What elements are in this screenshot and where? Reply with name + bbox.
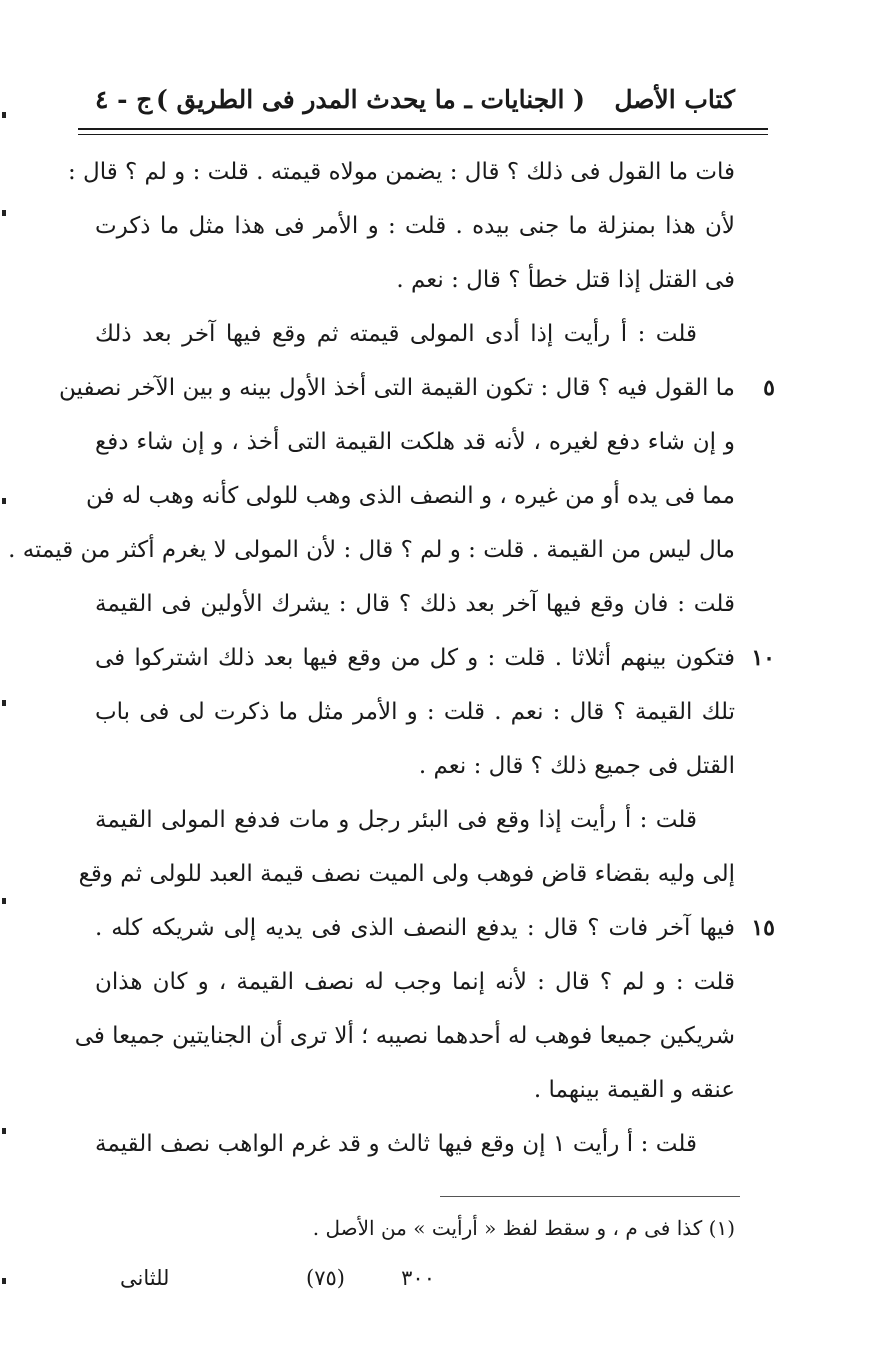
scan-margin-mark [2,700,6,706]
text-line [95,199,735,253]
text-line [95,1117,735,1171]
text-line-content: القتل فى جميع ذلك ؟ قال : نعم . [418,753,735,779]
footnote-rule [440,1196,740,1197]
text-line-content: و إن شاء دفع لغيره ، لأنه قد هلكت القيمة التى أخذ ، و إن شاء دفع [95,429,735,455]
text-line [95,577,735,631]
text-line [95,793,735,847]
text-line [95,739,735,793]
text-line-content: ما القول فيه ؟ قال : تكون القيمة التى أخذ الأول بينه و بين الآخر نصفين [59,375,735,401]
text-line-content: شريكين جميعا فوهب له أحدهما نصيبه ؛ ألا ترى أن الجنايتين جميعا فى [74,1023,735,1049]
scan-margin-mark [2,1278,6,1284]
text-line [95,901,775,955]
text-line-content: مال ليس من القيمة . قلت : و لم ؟ قال : لأن المولى لا يغرم أكثر من قيمته . [8,537,735,563]
text-line-content: إلى وليه بقضاء قاض فوهب ولى الميت نصف قيمة العبد للولى ثم وقع [78,861,735,887]
signature-label: للثانى [120,1266,170,1290]
text-line [95,253,735,307]
text-line [95,1063,735,1117]
scan-margin-mark [2,112,6,118]
text-line-content: قلت : أ رأيت ١ إن وقع فيها ثالث و قد غرم الواهب نصف القيمة [95,1131,697,1157]
text-line [86,469,735,523]
text-line-content: مما فى يده أو من غيره ، و النصف الذى وهب للولى كأنه وهب له فن [86,483,735,509]
header-rule-thick [78,128,768,130]
text-line-content: قلت : فان وقع فيها آخر بعد ذلك ؟ قال : يشرك الأولين فى القيمة [95,591,735,617]
text-line-content: فيها آخر فات ؟ قال : يدفع النصف الذى فى يديه إلى شريكه كله . [95,915,735,941]
header-rule-thin [78,134,768,135]
line-number: ٥ [763,375,775,401]
text-line [74,1009,735,1063]
text-line [59,361,775,415]
main-text [8,145,775,1171]
scan-margin-mark [2,498,6,504]
text-line-content: قلت : و لم ؟ قال : لأنه إنما وجب له نصف القيمة ، و كان هذان [95,969,735,995]
sheet-number: ٣٠٠ [401,1266,435,1290]
text-line-content: عنقه و القيمة بينهما . [533,1077,735,1103]
text-line-content: فات ما القول فى ذلك ؟ قال : يضمن مولاه قيمته . قلت : و لم ؟ قال : [67,159,735,185]
text-line-content: قلت : أ رأيت إذا أدى المولى قيمته ثم وقع فيها آخر بعد ذلك [95,321,697,347]
text-line-content: قلت : أ رأيت إذا وقع فى البئر رجل و مات فدفع المولى القيمة [95,807,697,833]
text-line [95,955,735,1009]
line-number: ١٥ [751,915,775,941]
text-line-content: تلك القيمة ؟ قال : نعم . قلت : و الأمر مثل ما ذكرت لى فى باب [95,699,735,725]
text-line [95,631,775,685]
text-line [95,685,735,739]
text-line [95,415,735,469]
signature-number: (٧٥) [306,1266,345,1290]
page-footer [95,1258,735,1298]
line-number: ١٠ [751,645,775,671]
text-line-content: لأن هذا بمنزلة ما جنى بيده . قلت : و الأمر فى هذا مثل ما ذكرت [95,213,735,239]
scan-margin-mark [2,210,6,216]
text-line [67,145,735,199]
book-title: كتاب الأصل [614,85,735,114]
volume-number: ج - ٤ [95,85,153,114]
text-line-content: فى القتل إذا قتل خطأ ؟ قال : نعم . [396,267,735,293]
scan-margin-mark [2,1128,6,1134]
chapter-title: ( الجنايات ـ ما يحدث المدر فى الطريق ) [155,85,585,114]
footnote: (١) كذا فى م ، و سقط لفظ « أرأيت » من الأصل . [312,1216,735,1240]
text-line [78,847,735,901]
text-line [8,523,735,577]
text-line-content: فتكون بينهم أثلاثا . قلت : و كل من وقع فيها بعد ذلك اشتركوا فى [95,645,735,671]
text-line [95,307,735,361]
running-header [95,78,735,122]
scan-margin-mark [2,898,6,904]
